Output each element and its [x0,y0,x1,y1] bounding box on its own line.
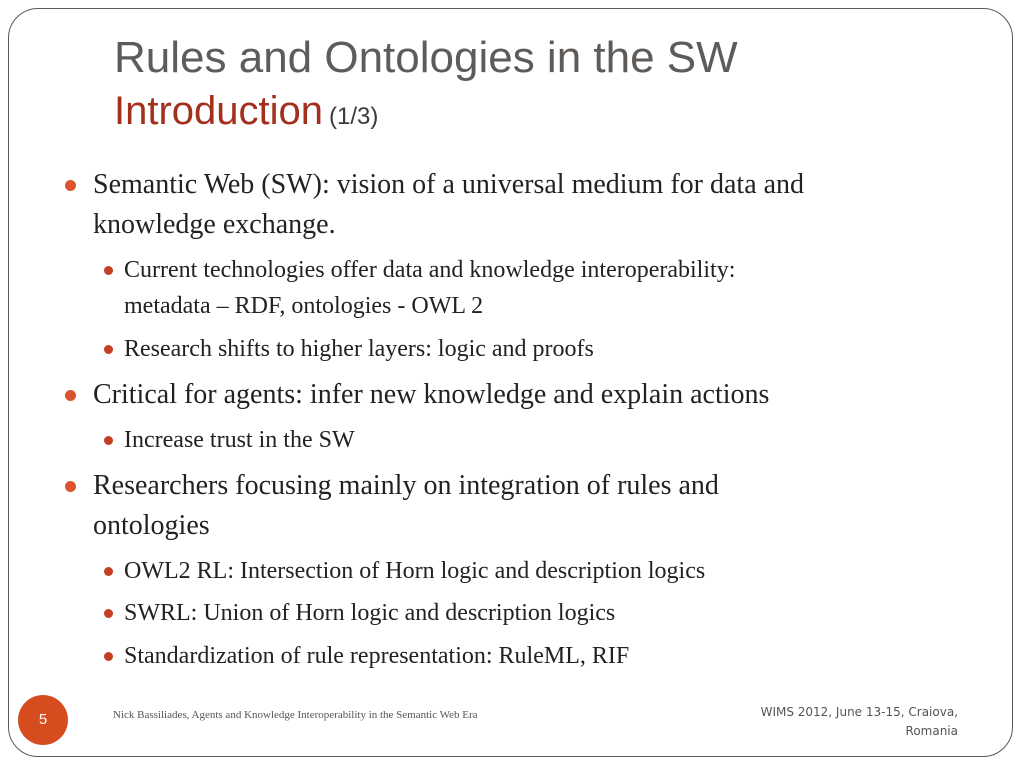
footer-event [698,703,958,741]
bullet-line: Standardization of rule representation: RuleML, RIF [124,643,630,669]
bullet-line: Current technologies offer data and knowledge interoperability: [124,257,736,283]
bullet-line: SWRL: Union of Horn logic and description logics [124,600,616,626]
bullet-line: Increase trust in the SW [124,427,355,453]
bullet-line: Researchers focusing mainly on integration of rules and [93,470,719,501]
footer-event-line: Romania [905,724,958,738]
title-part-indicator: (1/3) [329,103,379,130]
page-number-badge: 5 [18,695,68,745]
footer-author: Nick Bassiliades, Agents and Knowledge Interoperability in the Semantic Web Era [113,709,478,721]
bullet-line: Critical for agents: infer new knowledge and explain actions [93,379,770,410]
title-subtitle [114,86,974,145]
bullet-line: knowledge exchange. [93,209,336,240]
slide-title [114,30,974,145]
title-main: Rules and Ontologies in the SW [114,33,738,82]
bullet-line: metadata – RDF, ontologies - OWL 2 [124,293,484,319]
bullet-line: Research shifts to higher layers: logic and proofs [124,336,594,362]
title-subtitle-text: Introduction [114,89,324,133]
bullet-line: OWL2 RL: Intersection of Horn logic and description logics [124,558,706,584]
bullet-line: ontologies [93,510,210,541]
footer-event-line: WIMS 2012, June 13-15, Craiova, [760,705,958,719]
bullet-line: Semantic Web (SW): vision of a universal medium for data and [93,169,805,200]
